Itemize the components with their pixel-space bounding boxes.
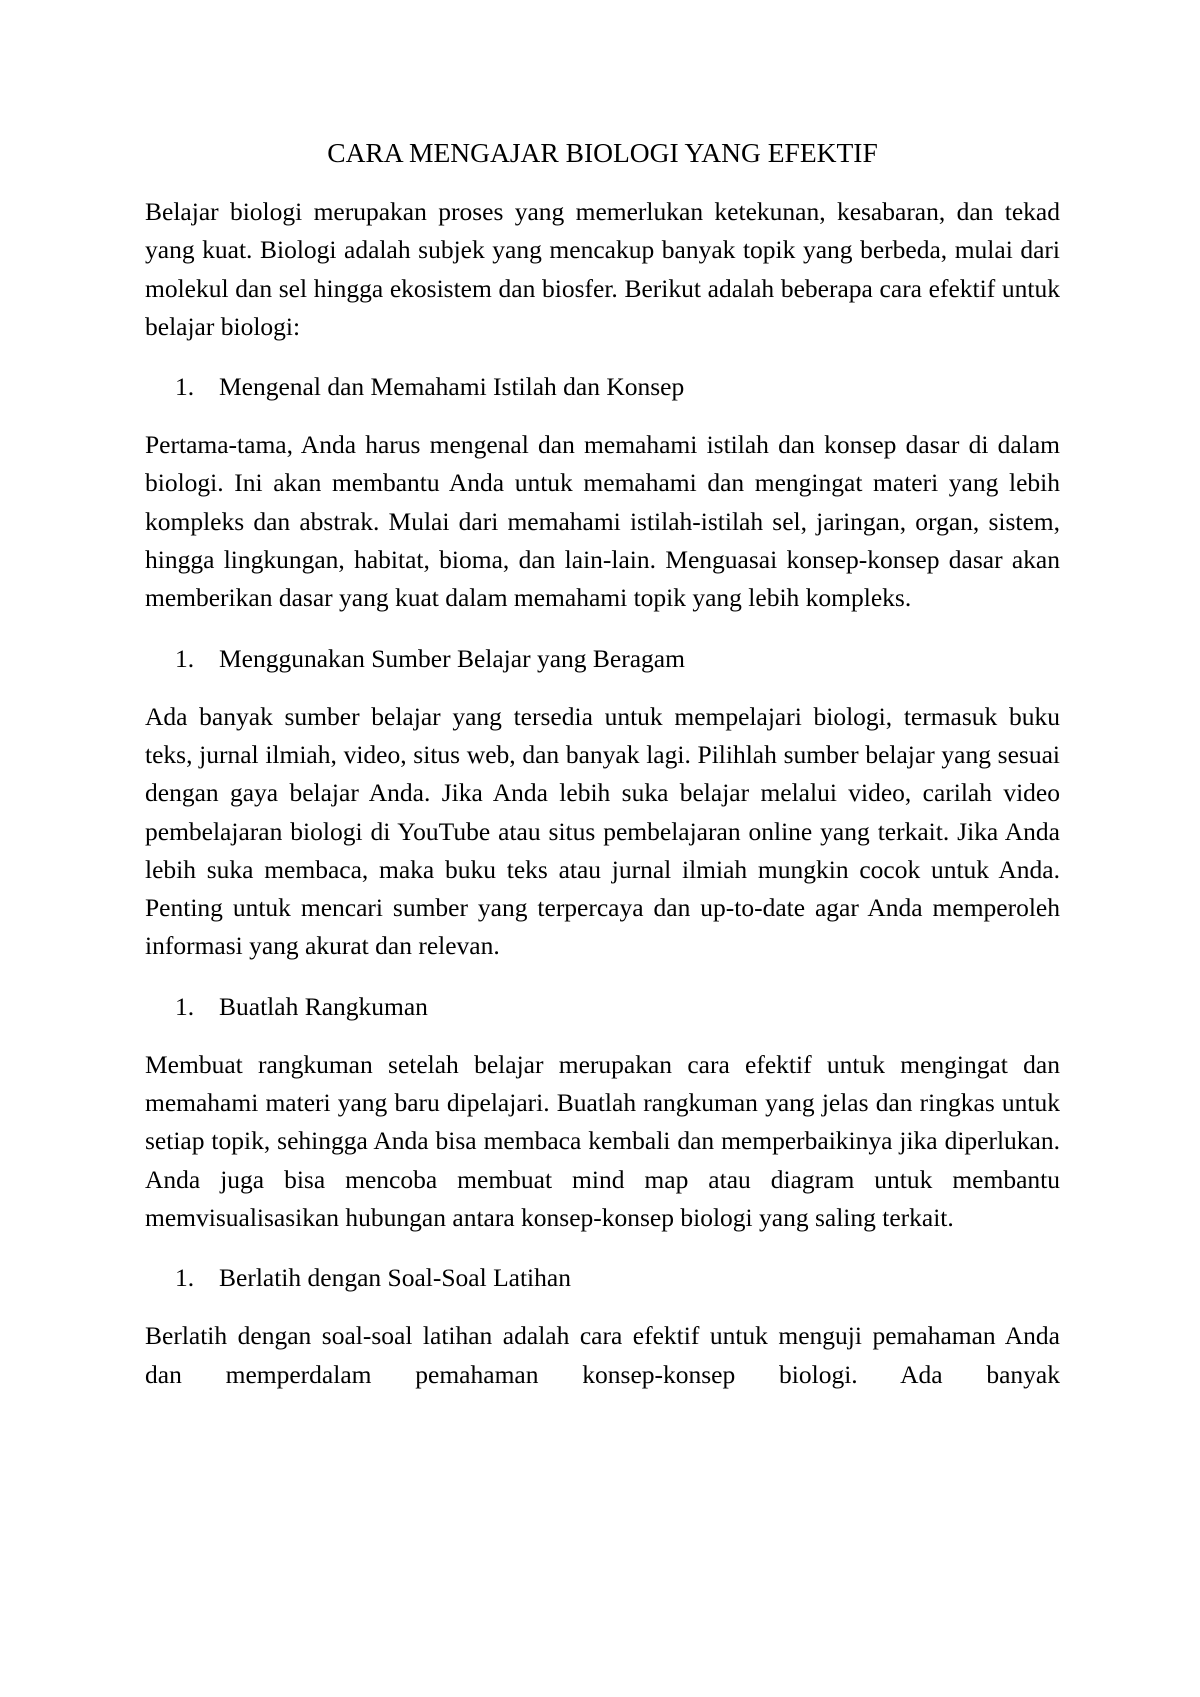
document-title: CARA MENGAJAR BIOLOGI YANG EFEKTIF	[327, 137, 878, 168]
section-heading-text: Mengenal dan Memahami Istilah dan Konsep	[219, 372, 685, 402]
section-heading-text: Buatlah Rangkuman	[219, 991, 428, 1021]
section-heading	[145, 1259, 1060, 1297]
document-page	[145, 135, 1060, 1416]
section-heading-text: Menggunakan Sumber Belajar yang Beragam	[219, 643, 685, 673]
list-number: 1.	[175, 372, 195, 402]
section-paragraph: Pertama-tama, Anda harus mengenal dan memahami istilah dan konsep dasar di dalam biologi. Ini akan membantu Anda untuk memahami dan mengingat materi yang lebih kompleks dan abstrak. Mulai dari memahami istilah-istilah sel, jaringan, organ, sistem, hingga lingkungan, habitat, bioma, dan lain-lain. Menguasai konsep-konsep dasar akan memberikan dasar yang kuat dalam memahami topik yang lebih kompleks.	[145, 430, 1060, 613]
section-heading	[145, 640, 1060, 678]
list-number: 1.	[175, 643, 195, 673]
section-paragraph: Berlatih dengan soal-soal latihan adalah cara efektif untuk menguji pemahaman Anda dan memperdalam pemahaman konsep-konsep biologi. Ada banyak	[145, 1321, 1060, 1389]
section-paragraph: Membuat rangkuman setelah belajar merupakan cara efektif untuk mengingat dan memahami materi yang baru dipelajari. Buatlah rangkuman yang jelas dan ringkas untuk setiap topik, sehingga Anda bisa membaca kembali dan memperbaikinya jika diperlukan. Anda juga bisa mencoba membuat mind map atau diagram untuk membantu memvisualisasikan hubungan antara konsep-konsep biologi yang saling terkait.	[145, 1049, 1060, 1232]
section-heading	[145, 368, 1060, 406]
section-heading	[145, 988, 1060, 1026]
list-number: 1.	[175, 991, 195, 1021]
list-number: 1.	[175, 1263, 195, 1293]
intro-paragraph: Belajar biologi merupakan proses yang memerlukan ketekunan, kesabaran, dan tekad yang kuat. Biologi adalah subjek yang mencakup banyak topik yang berbeda, mulai dari molekul dan sel hingga ekosistem dan biosfer. Berikut adalah beberapa cara efektif untuk belajar biologi:	[145, 197, 1060, 341]
section-paragraph: Ada banyak sumber belajar yang tersedia untuk mempelajari biologi, termasuk buku teks, jurnal ilmiah, video, situs web, dan banyak lagi. Pilihlah sumber belajar yang sesuai dengan gaya belajar Anda. Jika Anda lebih suka belajar melalui video, carilah video pembelajaran biologi di YouTube atau situs pembelajaran online yang terkait. Jika Anda lebih suka membaca, maka buku teks atau jurnal ilmiah mungkin cocok untuk Anda. Penting untuk mencari sumber yang terpercaya dan up-to-date agar Anda memperoleh informasi yang akurat dan relevan.	[145, 701, 1060, 961]
section-heading-text: Berlatih dengan Soal-Soal Latihan	[219, 1263, 571, 1293]
